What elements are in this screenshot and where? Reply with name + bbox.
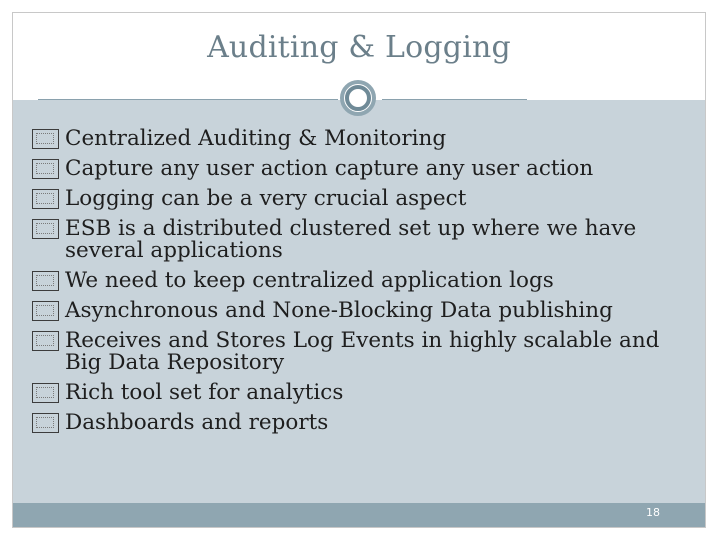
slide-title: Auditing & Logging (207, 30, 511, 65)
title-divider-right (382, 99, 527, 100)
box-bullet-icon (32, 189, 59, 209)
page-number: 18 (646, 506, 660, 519)
bullet-item (32, 270, 682, 292)
bullet-text: ESB is a distributed clustered set up where we have several applications (65, 216, 637, 263)
box-bullet-icon (32, 383, 59, 403)
bullet-item (32, 300, 682, 322)
box-bullet-icon (32, 301, 59, 321)
title-divider-left (38, 99, 338, 100)
bullet-text: Logging can be a very crucial aspect (65, 186, 467, 211)
bullet-text: Rich tool set for analytics (65, 380, 344, 405)
bullet-item (32, 330, 682, 374)
bullet-text: We need to keep centralized application logs (65, 268, 554, 293)
bullet-text: Centralized Auditing & Monitoring (65, 126, 447, 151)
bullet-item (32, 128, 682, 150)
box-bullet-icon (32, 159, 59, 179)
bullet-item (32, 218, 682, 262)
box-bullet-icon (32, 129, 59, 149)
bullet-text: Dashboards and reports (65, 410, 329, 435)
box-bullet-icon (32, 413, 59, 433)
bullet-item (32, 158, 682, 180)
box-bullet-icon (32, 331, 59, 351)
bullet-text: Asynchronous and None-Blocking Data publishing (65, 298, 613, 323)
bullet-list (32, 128, 682, 442)
bullet-text: Capture any user action capture any user action (65, 156, 594, 181)
box-bullet-icon (32, 219, 59, 239)
bullet-item (32, 412, 682, 434)
bullet-item (32, 382, 682, 404)
bullet-text: Receives and Stores Log Events in highly scalable and Big Data Repository (65, 328, 660, 375)
circle-ornament-inner-icon (345, 85, 371, 111)
bullet-item (32, 188, 682, 210)
box-bullet-icon (32, 271, 59, 291)
